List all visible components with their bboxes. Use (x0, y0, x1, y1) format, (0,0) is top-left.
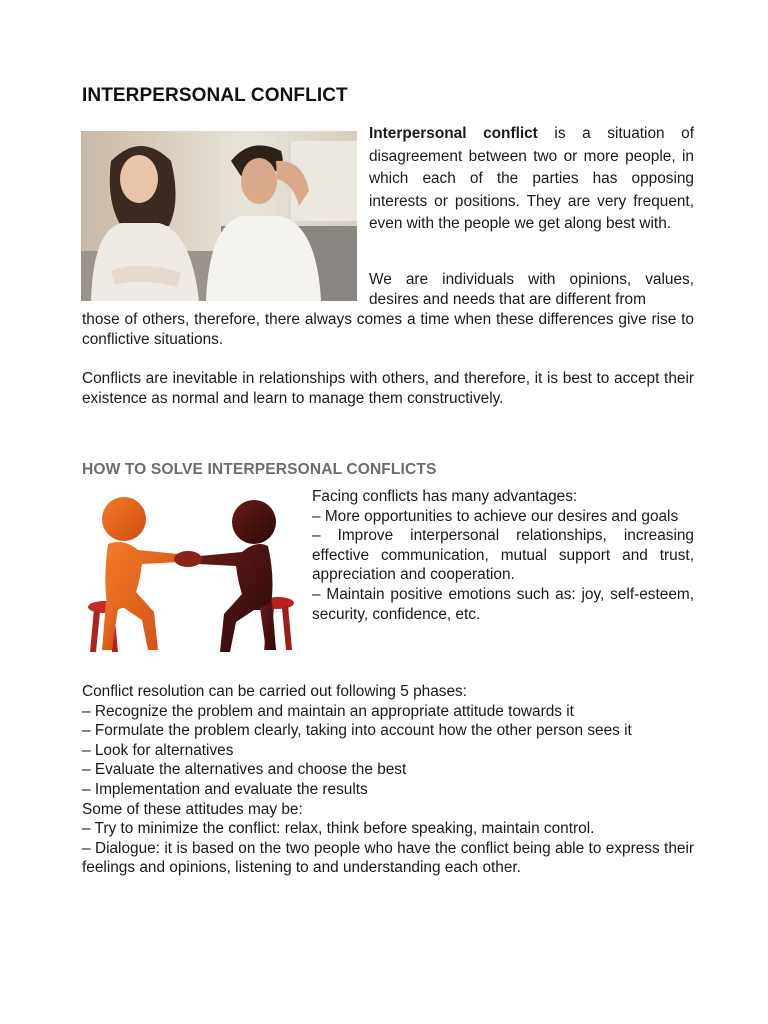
paragraph-3: Conflicts are inevitable in relationships with others, and therefore, it is best to accept their existence as normal and learn to manage them constructively. (82, 370, 694, 407)
advantages-list (312, 487, 694, 624)
paragraph-2-start: We are individuals with opinions, values, desires and needs that are different from (369, 271, 694, 308)
section-heading: HOW TO SOLVE INTERPERSONAL CONFLICTS (82, 461, 437, 478)
phase-item: – Recognize the problem and maintain an appropriate attitude towards it (82, 702, 574, 720)
intro-bold-term: Interpersonal conflict (369, 125, 538, 142)
paragraph-2-continuation: those of others, therefore, there always comes a time when these differences give rise to conflictive situations. (82, 311, 694, 348)
couple-conflict-photo (81, 131, 357, 301)
attitude-item: – Dialogue: it is based on the two people who have the conflict being able to express their feelings and opinions, listening to and understanding each other. (82, 839, 694, 877)
phase-item: – Formulate the problem clearly, taking into account how the other person sees it (82, 722, 632, 740)
document-title: INTERPERSONAL CONFLICT (82, 85, 348, 106)
handshake-figures-illustration (78, 492, 298, 662)
phase-item: – Look for alternatives (82, 741, 234, 759)
phase-item: – Evaluate the alternatives and choose the best (82, 761, 407, 779)
intro-text: is a situation of disagreement between two or more people, in which each of the parties has opposing interests or positions. They are very frequent, even with the people we get along best with. (369, 125, 694, 233)
phase-item: – Implementation and evaluate the results (82, 780, 368, 798)
phases-list (82, 682, 694, 878)
advantage-item: – Improve interpersonal relationships, increasing effective communication, mutual support and trust, appreciation and cooperation. (312, 527, 694, 584)
attitude-item: – Try to minimize the conflict: relax, think before speaking, maintain control. (82, 820, 595, 838)
intro-paragraph (369, 123, 694, 236)
advantage-item: – More opportunities to achieve our desires and goals (312, 507, 679, 525)
phases-intro: Conflict resolution can be carried out following 5 phases: (82, 683, 467, 700)
attitudes-intro: Some of these attitudes may be: (82, 800, 303, 818)
advantages-intro: Facing conflicts has many advantages: (312, 488, 578, 505)
advantage-item: – Maintain positive emotions such as: joy, self-esteem, security, confidence, etc. (312, 585, 694, 623)
